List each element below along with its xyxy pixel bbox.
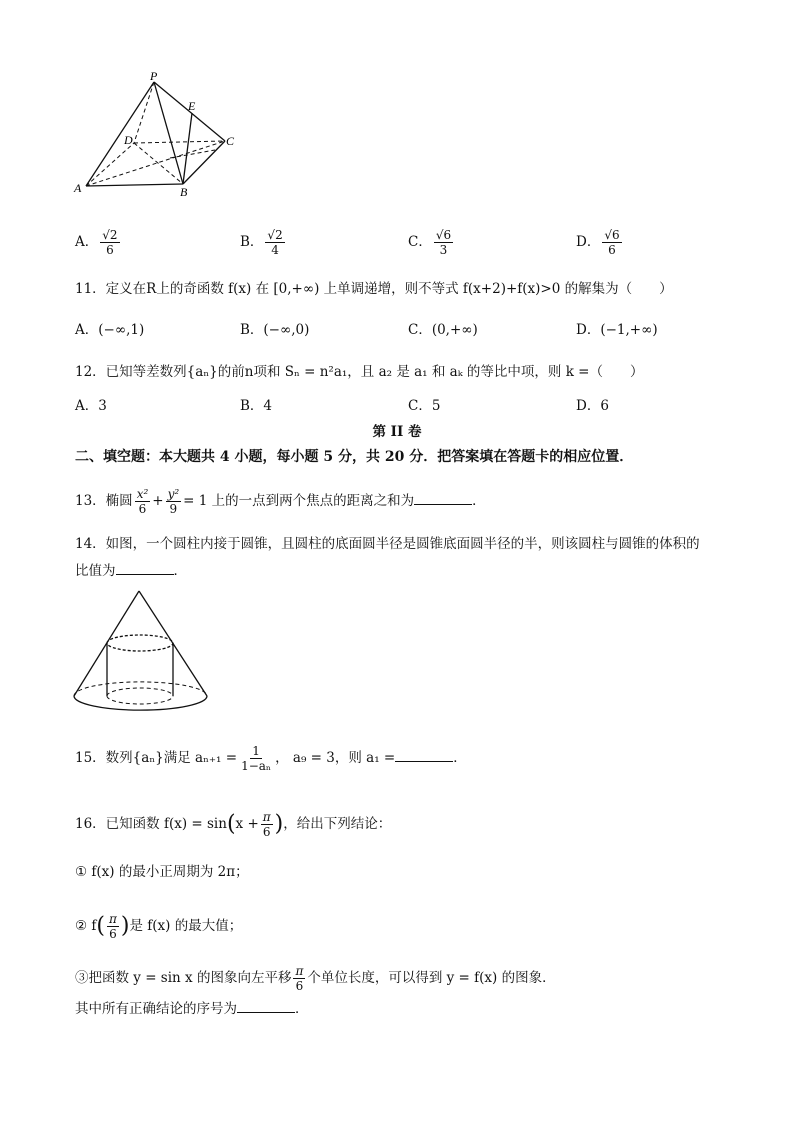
pyramid-label-b: B: [180, 185, 188, 198]
q15: 15．数列{aₙ}满足 aₙ₊₁ = $\frac{1}{\text{1−aₙ}}$ ， a₉ = 3，则 a₁ = ．: [75, 744, 467, 773]
pyramid-label-p: P: [150, 69, 158, 83]
q11-option-b: B．(−∞,0): [240, 322, 310, 338]
q13-answer-blank[interactable]: [414, 492, 472, 505]
q16-answer-blank[interactable]: [237, 1000, 295, 1013]
section-heading: 二、填空题：本大题共 4 小题，每小题 5 分，共 20 分．把答案填在答题卡的相应位置．: [75, 449, 634, 465]
pyramid-label-d: D: [124, 133, 133, 147]
q15-answer-blank[interactable]: [395, 749, 453, 762]
q16-item-1: ① f(x) 的最小正周期为 2π；: [75, 864, 249, 880]
q16-final: 其中所有正确结论的序号为 ．: [75, 1001, 309, 1017]
q16-item-3: ③把函数 y = sin x 的图象向左平移 $\frac{\pi}{6}$ 个单位长度，可以得到 y = f(x) 的图象．: [75, 964, 556, 993]
pyramid-label-e: E: [188, 99, 196, 113]
q10-option-b: B． $\frac{√2}{4}$: [240, 228, 283, 257]
q11-option-a: A．(−∞,1): [75, 322, 145, 338]
q10-option-c: C． $\frac{√6}{3}$: [408, 228, 452, 257]
pyramid-label-a: A: [74, 181, 82, 195]
q12-option-b: B．4: [240, 398, 273, 414]
q14-answer-blank[interactable]: [116, 562, 174, 575]
q14-line1: 14．如图，一个圆柱内接于圆锥，且圆柱的底面圆半径是圆锥底面圆半径的半，则该圆柱与圆锥的体积的: [75, 536, 700, 552]
q11-option-d: D．(−1,+∞): [576, 322, 658, 338]
q12-option-d: D．6: [576, 398, 609, 414]
q14-line2: 比值为 ．: [75, 563, 187, 579]
q13: 13．椭圆 $\frac{\text{x²}}{6}$ + $\frac{\text{y²}}{9}$ = 1 上的一点到两个焦点的距离之和为 ．: [75, 487, 486, 516]
q11-option-c: C．(0,+∞): [408, 322, 478, 338]
q12-option-a: A．3: [75, 398, 107, 414]
q12-stem: 12．已知等差数列{aₙ}的前n项和 Sₙ = n²a₁，且 a₂ 是 a₁ 和 aₖ 的等比中项，则 k =（ ）: [75, 364, 644, 380]
q16-stem: 16．已知函数 f(x) = sin(x + $\frac{\pi}{6}$ )，给出下列结论：: [75, 810, 392, 839]
q12-option-c: C．5: [408, 398, 441, 414]
q10-option-a: A． $\frac{√2}{6}$: [75, 228, 118, 257]
q11-stem: 11．定义在R上的奇函数 f(x) 在 [0,+∞) 上单调递增，则不等式 f(x+2)+f(x)>0 的解集为（ ）: [75, 281, 673, 297]
q10-option-d: D． $\frac{√6}{6}$: [576, 228, 620, 257]
pyramid-label-c: C: [226, 134, 235, 148]
q16-item-2: ② f( $\frac{\pi}{6}$ )是 f(x) 的最大值；: [75, 912, 243, 941]
section-title: 第 II 卷: [372, 424, 422, 440]
cone-cylinder-figure: [70, 588, 212, 720]
pyramid-figure: [70, 68, 240, 198]
